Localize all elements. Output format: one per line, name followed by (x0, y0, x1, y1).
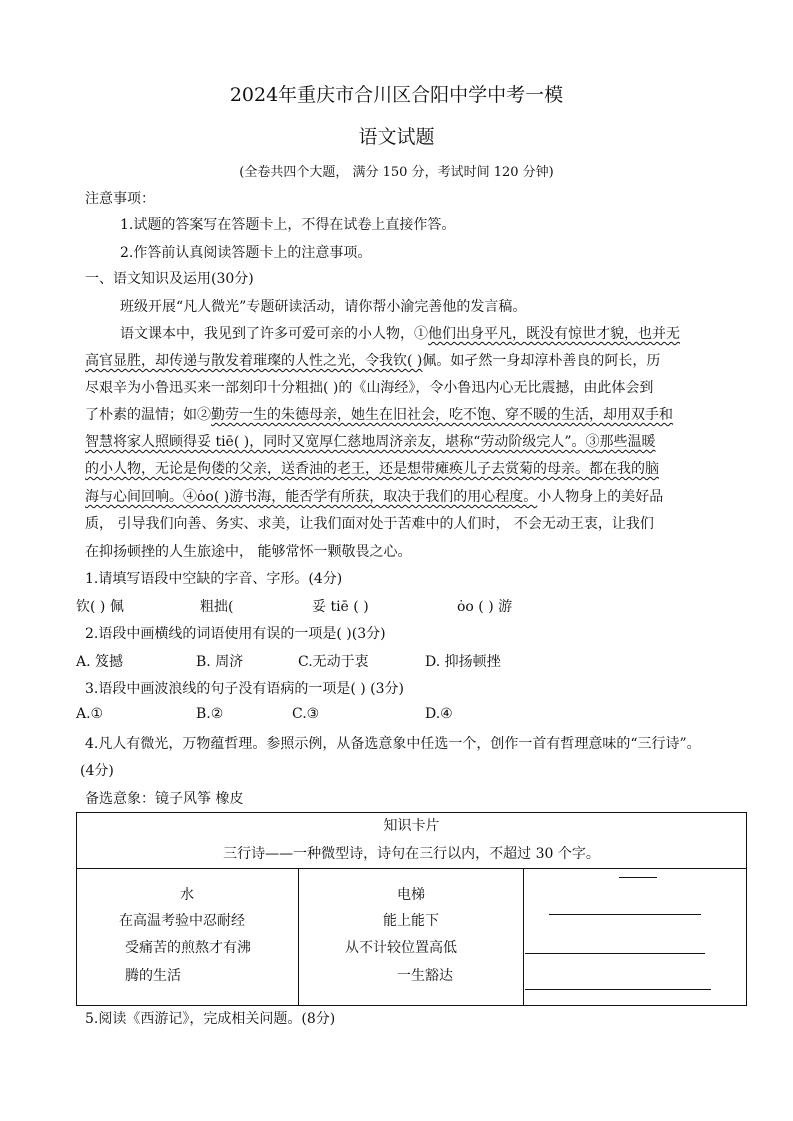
card-title: 知识卡片 (383, 818, 440, 834)
passage-line-9: 在抑扬顿挫的人生旅途中， 能够常怀一颗敬畏之心。 (85, 544, 412, 560)
q3-option-c[interactable]: C.③ (292, 706, 320, 722)
q4-options: 备选意象：镜子风筝 橡皮 (85, 791, 244, 807)
passage-line-2: 高官显胜，却传递与散发着璀璨的人性之光，令我钦( )佩。如孑然一身却淳朴善良的阿长，历 (85, 353, 661, 369)
answer-line-3[interactable] (525, 989, 711, 990)
section1-heading: 一、语文知识及运用(30分) (85, 271, 254, 287)
q4-text: 4.凡人有微光，万物蕴哲理。参照示例，从备选意象中任选一个，创作一首有哲理意味的“三行诗”。 (85, 736, 701, 752)
poem1-line-1: 在高温考验中忍耐经 (119, 913, 245, 929)
card-divider (77, 868, 746, 869)
card-description: 三行诗——一种微型诗，诗句在三行以内，不超过 30 个字。 (223, 846, 600, 862)
passage-line-5: 智慧将家人照顾得妥 tiē( )，同时又宽厚仁慈地周济亲友，堪称“劳动阶级完人”。③那些温暖 (85, 434, 656, 450)
q2-text: 2.语段中画横线的词语使用有误的一项是( )(3分) (85, 626, 386, 642)
answer-line-2[interactable] (525, 953, 705, 954)
passage-line-6: 的小人物，无论是佝偻的父亲，送香油的老王，还是想带瘫痪儿子去赏菊的母亲。都在我的脑 (85, 461, 659, 477)
wavy-sentence-3: 那些温暖 (599, 434, 656, 450)
q2-option-a[interactable]: A. 笈撼 (76, 654, 124, 670)
knowledge-card-table (76, 812, 747, 1006)
q2-option-b[interactable]: B. 周济 (196, 654, 244, 670)
passage-line-3: 尽艰辛为小鲁迅买来一部刻印十分粗拙( )的《山海经》，令小鲁迅内心无比震撼，由此体会到 (85, 380, 654, 396)
poem1-title: 水 (180, 887, 194, 903)
q5-text: 5.阅读《西游记》，完成相关问题。(8分) (85, 1011, 336, 1027)
q3-option-b[interactable]: B.② (196, 706, 224, 722)
passage-line-1: 语文课本中，我见到了许多可爱可亲的小人物，①他们出身平凡，既没有惊世才貌，也并无 (120, 326, 680, 342)
poem2-line-1: 能上能下 (383, 913, 439, 929)
poem2-title: 电梯 (397, 887, 425, 903)
wavy-sentence-2: 勤劳一生的朱德母亲 (211, 407, 337, 423)
passage-line-4: 了朴素的温情；如②勤劳一生的朱德母亲，她生在旧社会，吃不饱、穿不暖的生活，却用双手和 (85, 407, 673, 423)
section1-intro: 班级开展“凡人微光”专题研读活动，请你帮小渝完善他的发言稿。 (120, 299, 527, 315)
wavy-sentence-1: 他们出身平凡，既没有惊世才貌，也并无 (428, 326, 680, 342)
poem1-line-2: 受痛苦的煎熬才有沸 (125, 940, 251, 956)
answer-line-1[interactable] (549, 914, 701, 915)
passage-line-7: 海与心间回响。④ȯo( )游书海，能否学有所获，取决于我们的用心程度。小人物身上的美好品 (85, 489, 664, 505)
notice-item-1: 1.试题的答案写在答题卡上，不得在试卷上直接作答。 (120, 217, 456, 233)
poem1-line-3: 腾的生活 (125, 968, 181, 984)
q2-option-d[interactable]: D. 抑扬顿挫 (425, 654, 501, 670)
notice-heading: 注意事项： (85, 191, 155, 207)
q1-blank-1: 钦( ) 佩 (76, 599, 124, 615)
card-column-divider-2 (523, 868, 524, 1005)
wavy-sentence-4: ④ȯo( )游书海，能否学有所获，取决于我们的用心程度。 (183, 489, 538, 505)
notice-item-2: 2.作答前认真阅读答题卡上的注意事项。 (120, 245, 372, 261)
q1-blank-3: 妥 tiē ( ) (312, 599, 369, 615)
q1-blank-2: 粗拙( (200, 599, 234, 615)
q1-text: 1.请填写语段中空缺的字音、字形。(4分) (85, 571, 343, 587)
poem2-line-3: 一生豁达 (397, 968, 453, 984)
q3-text: 3.语段中画波浪线的句子没有语病的一项是( ) (3分) (85, 681, 405, 697)
exam-subtitle: 语文试题 (358, 126, 435, 148)
passage-line-8: 质， 引导我们向善、务实、求美，让我们面对处于苦难中的人们时， 不会无动王衷，让我们 (85, 516, 654, 532)
q3-option-a[interactable]: A.① (76, 706, 104, 722)
card-column-divider-1 (298, 868, 299, 1005)
q1-blank-4: ȯo ( ) 游 (457, 599, 513, 615)
q2-option-c[interactable]: C.无动于衷 (298, 654, 369, 670)
poem2-line-2: 从不计较位置高低 (345, 940, 457, 956)
q3-option-d[interactable]: D.④ (425, 706, 453, 722)
exam-info: (全卷共四个大题， 满分 150 分，考试时间 120 分钟) (239, 165, 554, 180)
answer-title-line[interactable] (619, 877, 657, 878)
q4-score: (4分) (80, 763, 114, 779)
exam-title: 2024年重庆市合川区合阳中学中考一模 (229, 84, 564, 106)
